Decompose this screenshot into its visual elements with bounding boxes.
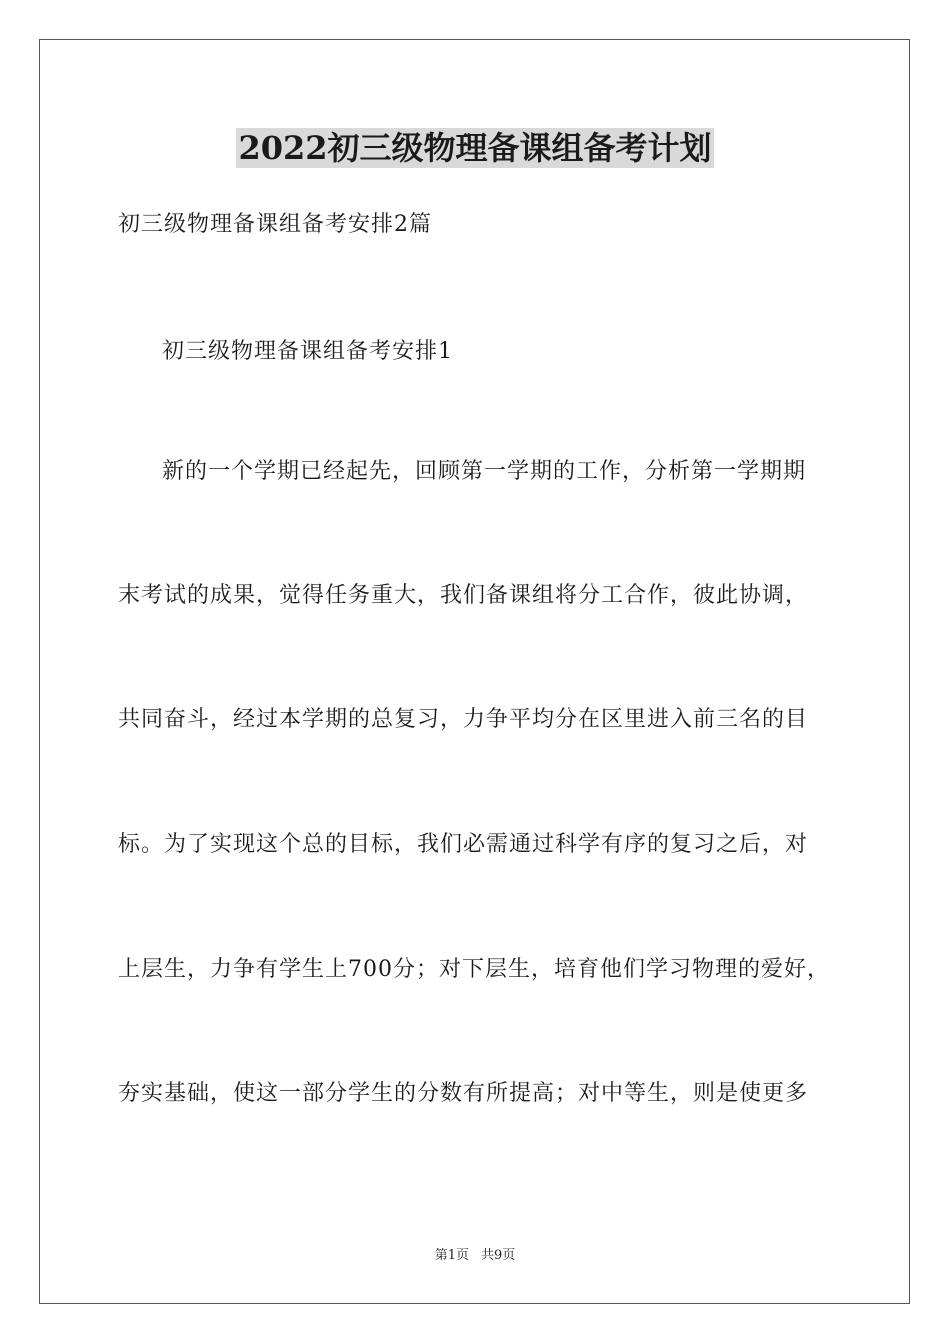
page-total: 共9页 (481, 1248, 516, 1263)
body-line-2: 末考试的成果，觉得任务重大，我们备课组将分工合作，彼此协调， (118, 583, 809, 608)
page-number: 第1页 (434, 1248, 469, 1263)
body-line-5: 上层生，力争有学生上700分；对下层生，培育他们学习物理的爱好， (118, 957, 830, 982)
title-container (0, 128, 950, 168)
document-title: 2022初三级物理备课组备考计划 (238, 129, 712, 167)
page-footer (0, 1247, 950, 1265)
body-line-1: 新的一个学期已经起先，回顾第一学期的工作，分析第一学期期 (162, 459, 807, 484)
document-subtitle: 初三级物理备课组备考安排2篇 (118, 212, 432, 237)
body-line-3: 共同奋斗，经过本学期的总复习，力争平均分在区里进入前三名的目 (118, 707, 809, 732)
section-heading: 初三级物理备课组备考安排1 (162, 339, 453, 364)
body-line-6: 夯实基础，使这一部分学生的分数有所提高；对中等生，则是使更多 (118, 1081, 809, 1106)
body-line-4: 标。为了实现这个总的目标，我们必需通过科学有序的复习之后，对 (118, 832, 809, 857)
